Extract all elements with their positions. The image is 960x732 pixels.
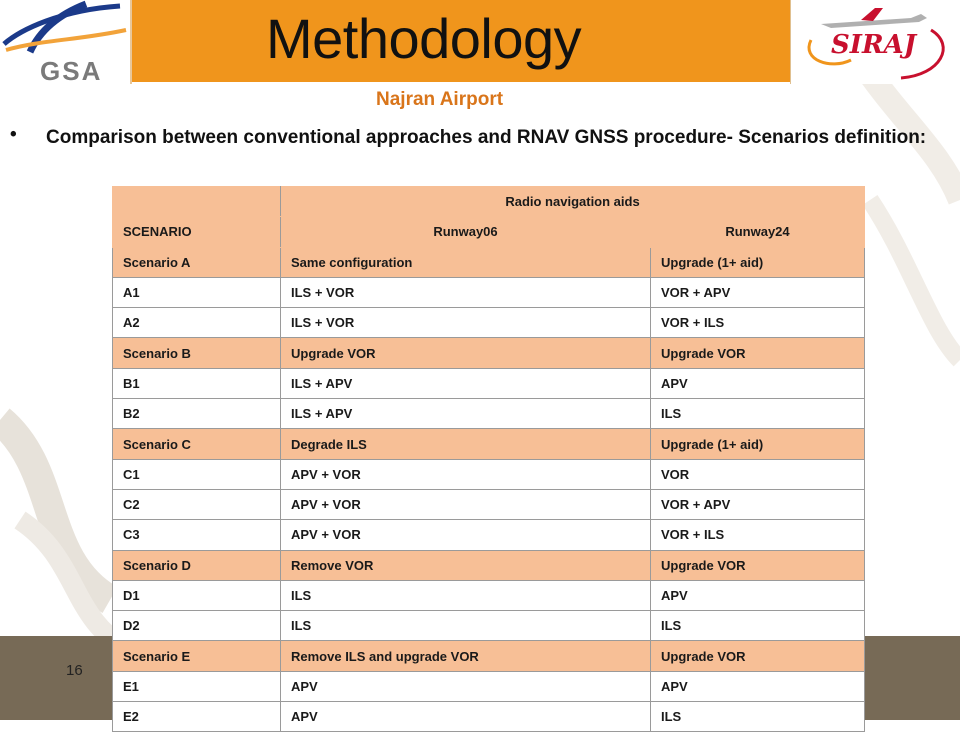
table-cell: Upgrade VOR — [651, 550, 865, 580]
table-row — [113, 459, 865, 489]
table-cell: Same configuration — [281, 247, 651, 277]
table-cell: Upgrade (1+ aid) — [651, 247, 865, 277]
title-band — [132, 0, 790, 82]
table-row — [113, 671, 865, 701]
scenario-header-row — [113, 641, 865, 671]
table-row — [113, 368, 865, 398]
table-cell: APV + VOR — [281, 520, 651, 550]
table-header-empty-cell — [113, 187, 281, 217]
scenario-header-row — [113, 247, 865, 277]
table-cell: B2 — [113, 399, 281, 429]
table-row — [113, 489, 865, 519]
table-row — [113, 520, 865, 550]
table-cell: VOR + ILS — [651, 520, 865, 550]
slide-subtitle: Najran Airport — [376, 89, 504, 110]
table-cell: ILS — [281, 611, 651, 641]
scenarios-table — [112, 186, 864, 725]
table-row — [113, 399, 865, 429]
page-number: 16 — [66, 662, 83, 679]
siraj-logo-text: SIRAJ — [831, 30, 917, 60]
table-cell: Scenario C — [113, 429, 281, 459]
table-cell: VOR + ILS — [651, 308, 865, 338]
table-row — [113, 611, 865, 641]
table-column-header-row — [113, 217, 865, 247]
siraj-logo — [790, 0, 960, 84]
table-cell: APV — [281, 702, 651, 732]
table-cell: ILS — [651, 611, 865, 641]
slide-title: Methodology — [266, 7, 582, 70]
table-cell: Remove VOR — [281, 550, 651, 580]
column-header-runway06: Runway06 — [281, 217, 651, 247]
table-cell: ILS + VOR — [281, 308, 651, 338]
table-cell: VOR — [651, 459, 865, 489]
table-cell: VOR + APV — [651, 489, 865, 519]
table-cell: C3 — [113, 520, 281, 550]
table-cell: E1 — [113, 671, 281, 701]
table-cell: Upgrade (1+ aid) — [651, 429, 865, 459]
table-cell: Scenario A — [113, 247, 281, 277]
table-cell: Remove ILS and upgrade VOR — [281, 641, 651, 671]
column-header-runway24: Runway24 — [651, 217, 865, 247]
table-row — [113, 308, 865, 338]
table-group-header-row — [113, 187, 865, 217]
gsa-swoosh-icon — [0, 0, 130, 60]
table-cell: ILS + VOR — [281, 277, 651, 307]
bullet-marker: • — [10, 124, 17, 145]
table-cell: VOR + APV — [651, 277, 865, 307]
scenario-header-row — [113, 338, 865, 368]
table-cell: ILS + APV — [281, 368, 651, 398]
table-cell: APV — [651, 671, 865, 701]
gsa-logo-text: GSA — [40, 56, 103, 86]
table-cell: ILS + APV — [281, 399, 651, 429]
table-row — [113, 580, 865, 610]
table-cell: A2 — [113, 308, 281, 338]
table-cell: APV — [651, 368, 865, 398]
table-cell: Upgrade VOR — [651, 641, 865, 671]
table-cell: C1 — [113, 459, 281, 489]
table-cell: ILS — [651, 399, 865, 429]
table-cell: D2 — [113, 611, 281, 641]
column-header-scenario: SCENARIO — [113, 217, 281, 247]
scenario-header-row — [113, 429, 865, 459]
scenario-header-row — [113, 550, 865, 580]
bullet-text: Comparison between conventional approaches and RNAV GNSS procedure- Scenarios definition: — [46, 127, 927, 148]
gsa-logo — [0, 0, 132, 84]
table-cell: APV — [281, 671, 651, 701]
table-cell: D1 — [113, 580, 281, 610]
table-cell: ILS — [651, 702, 865, 732]
table-cell: C2 — [113, 489, 281, 519]
table-group-header: Radio navigation aids — [281, 187, 865, 217]
table-cell: APV — [651, 580, 865, 610]
table-row — [113, 702, 865, 732]
table-cell: Scenario E — [113, 641, 281, 671]
scenarios-table-grid — [112, 186, 865, 732]
table-cell: Upgrade VOR — [651, 338, 865, 368]
table-cell: Scenario D — [113, 550, 281, 580]
table-cell: Upgrade VOR — [281, 338, 651, 368]
table-cell: Scenario B — [113, 338, 281, 368]
table-row — [113, 277, 865, 307]
table-cell: APV + VOR — [281, 489, 651, 519]
table-cell: A1 — [113, 277, 281, 307]
table-cell: E2 — [113, 702, 281, 732]
table-cell: APV + VOR — [281, 459, 651, 489]
table-cell: B1 — [113, 368, 281, 398]
table-cell: ILS — [281, 580, 651, 610]
table-cell: Degrade ILS — [281, 429, 651, 459]
